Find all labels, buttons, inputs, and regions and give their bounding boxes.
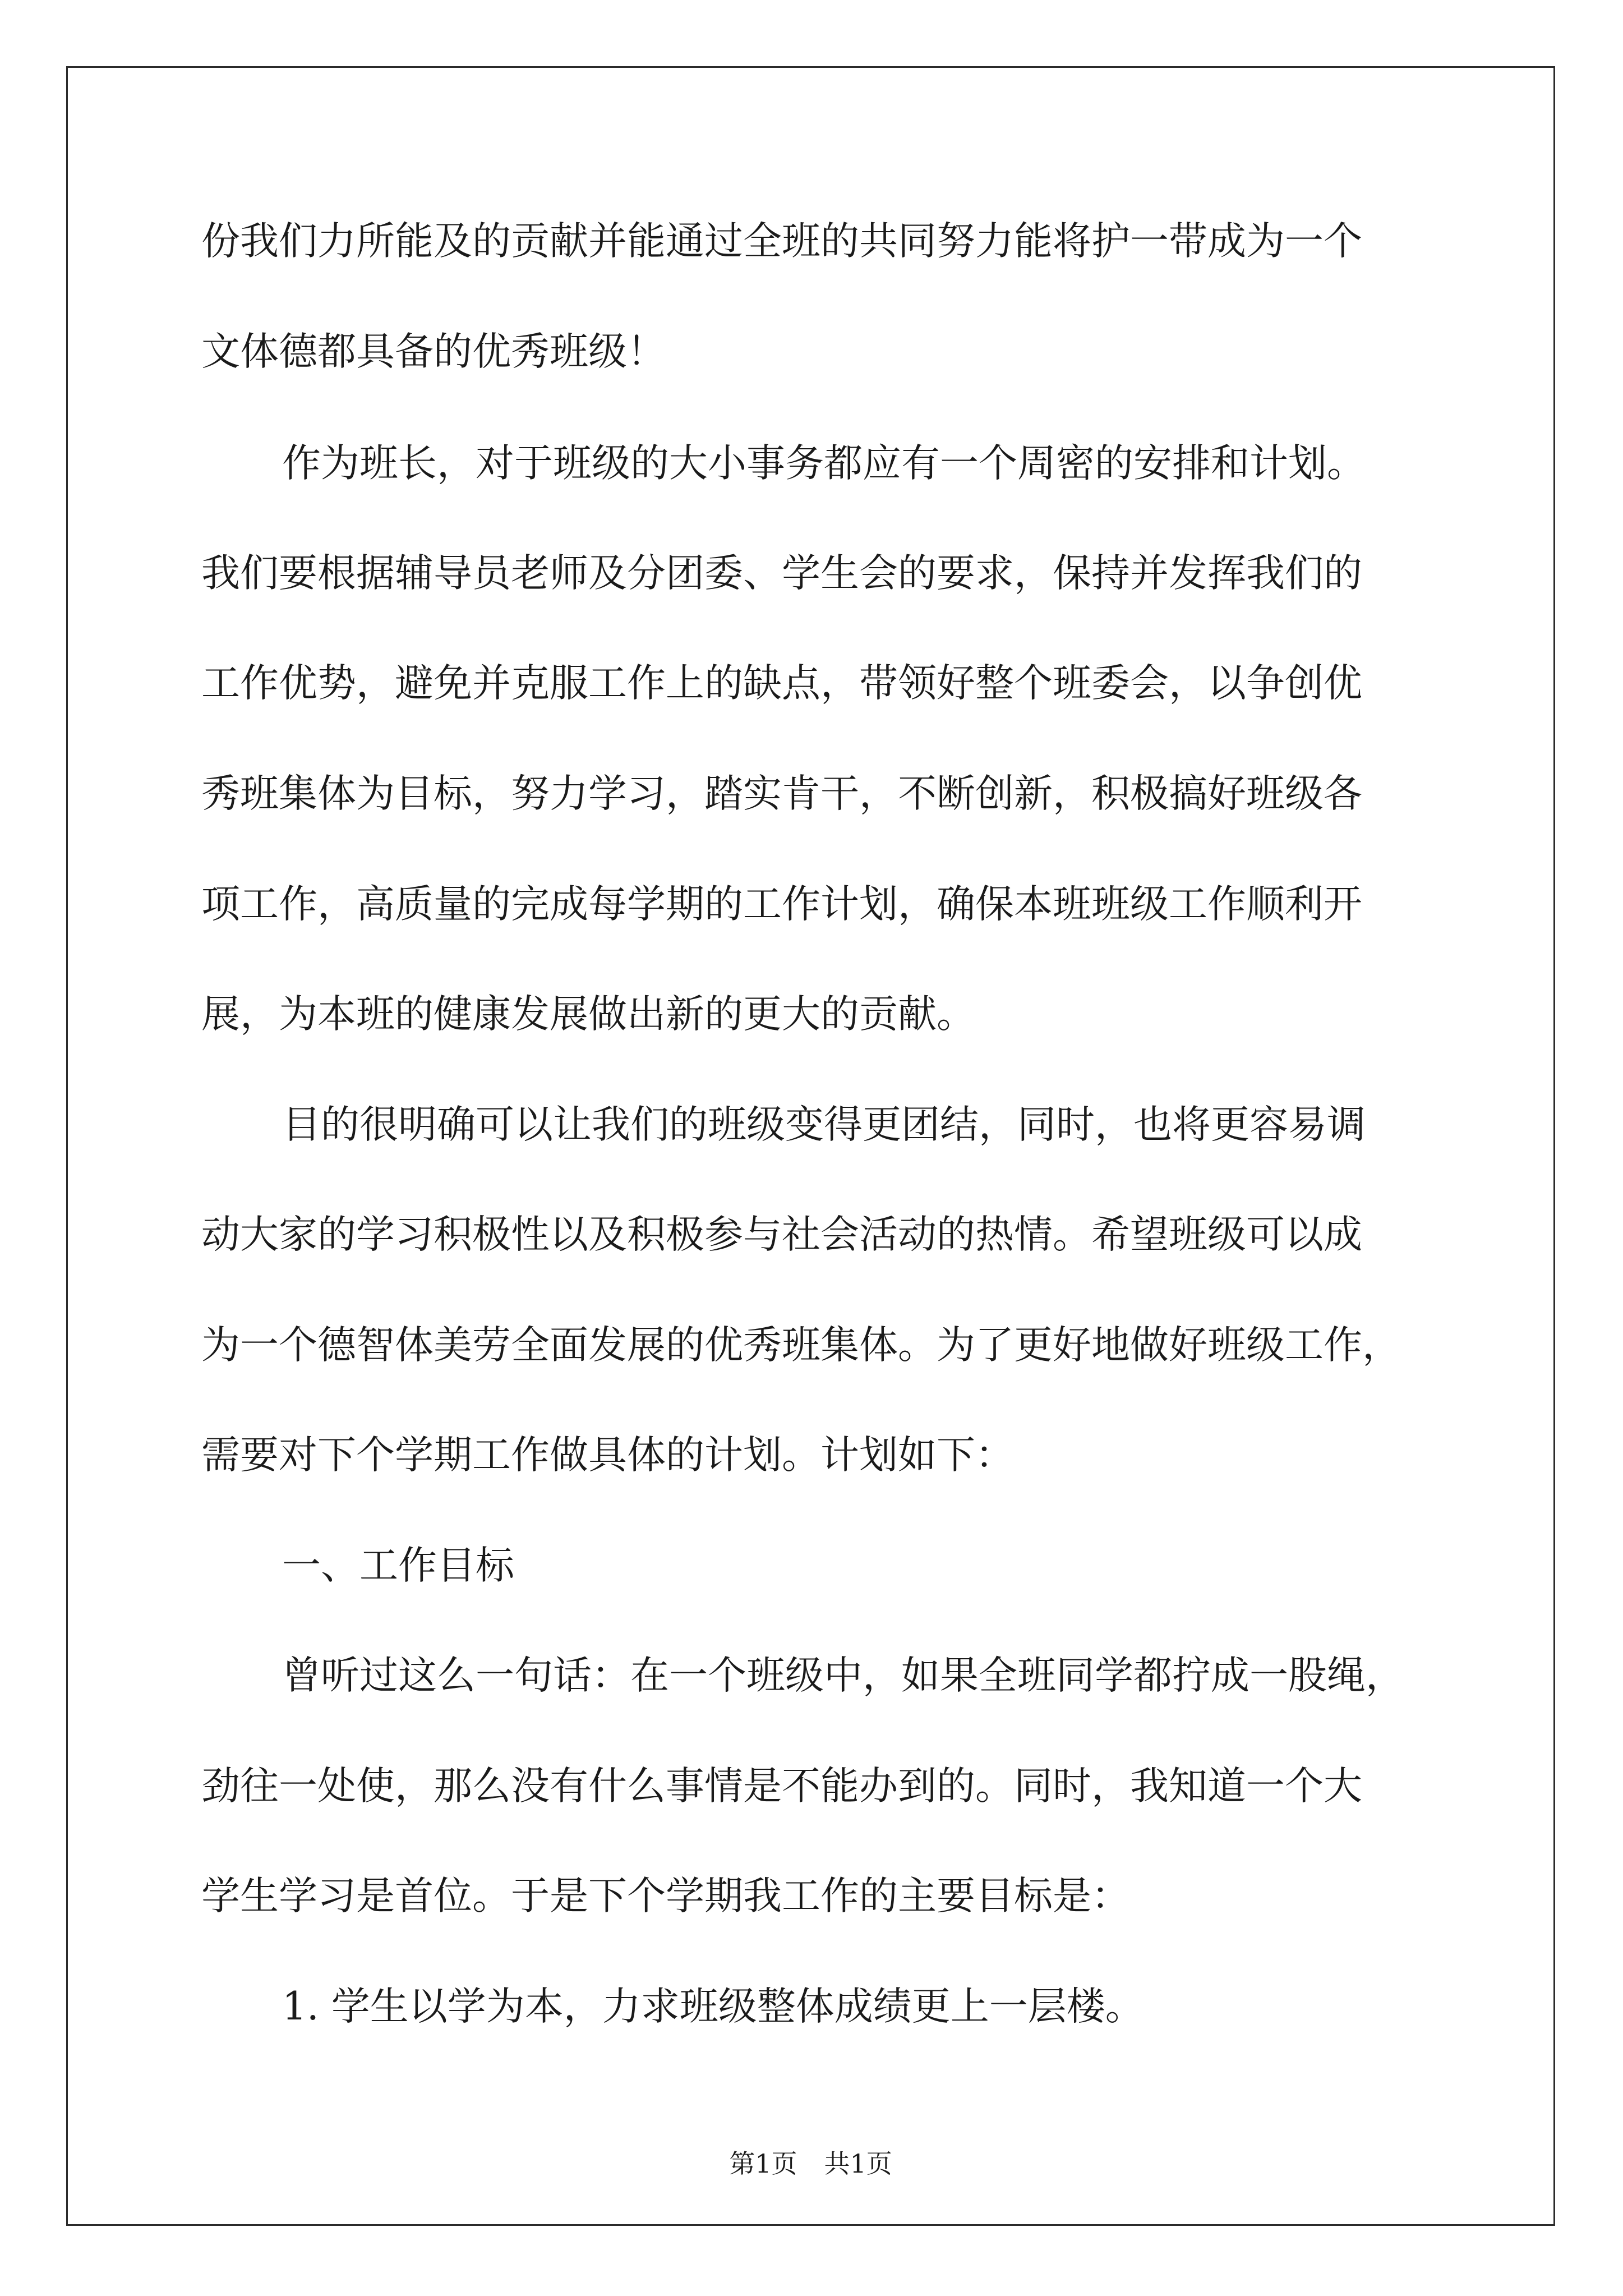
text-line: 展，为本班的健康发展做出新的更大的贡献。 <box>201 992 975 1037</box>
text-line: 作为班长，对于班级的大小事务都应有一个周密的安排和计划。 <box>282 441 1366 486</box>
text-line: 秀班集体为目标，努力学习，踏实肯干，不断创新，积极搞好班级各 <box>201 771 1362 816</box>
text-line: 目的很明确可以让我们的班级变得更团结，同时，也将更容易调 <box>282 1102 1366 1147</box>
text-line: 为一个德智体美劳全面发展的优秀班集体。为了更好地做好班级工作， <box>201 1323 1401 1368</box>
section-heading: 一、工作目标 <box>282 1543 514 1588</box>
text-line: 工作优势，避免并克服工作上的缺点，带领好整个班委会，以争创优 <box>201 661 1362 706</box>
page-total: 共1页 <box>824 2148 892 2179</box>
page-number: 第1页 <box>729 2148 797 2179</box>
text-line: 项工作，高质量的完成每学期的工作计划，确保本班班级工作顺利开 <box>201 882 1362 927</box>
text-line: 文体德都具备的优秀班级！ <box>201 329 666 374</box>
text-line: 份我们力所能及的贡献并能通过全班的共同努力能将护一带成为一个 <box>201 219 1362 264</box>
text-line: 我们要根据辅导员老师及分团委、学生会的要求，保持并发挥我们的 <box>201 551 1362 596</box>
page-frame <box>66 66 1555 2226</box>
text-line: 学生学习是首位。于是下个学期我工作的主要目标是： <box>201 1874 1130 1918</box>
list-item: 1. 学生以学为本，力求班级整体成绩更上一层楼。 <box>282 1984 1144 2029</box>
text-line: 曾听过这么一句话：在一个班级中，如果全班同学都拧成一股绳， <box>282 1653 1404 1698</box>
page-footer <box>68 2143 1553 2180</box>
text-line: 动大家的学习积极性以及积极参与社会活动的热情。希望班级可以成 <box>201 1212 1362 1257</box>
text-line: 需要对下个学期工作做具体的计划。计划如下： <box>201 1433 1014 1478</box>
text-line: 劲往一处使，那么没有什么事情是不能办到的。同时，我知道一个大 <box>201 1764 1362 1809</box>
